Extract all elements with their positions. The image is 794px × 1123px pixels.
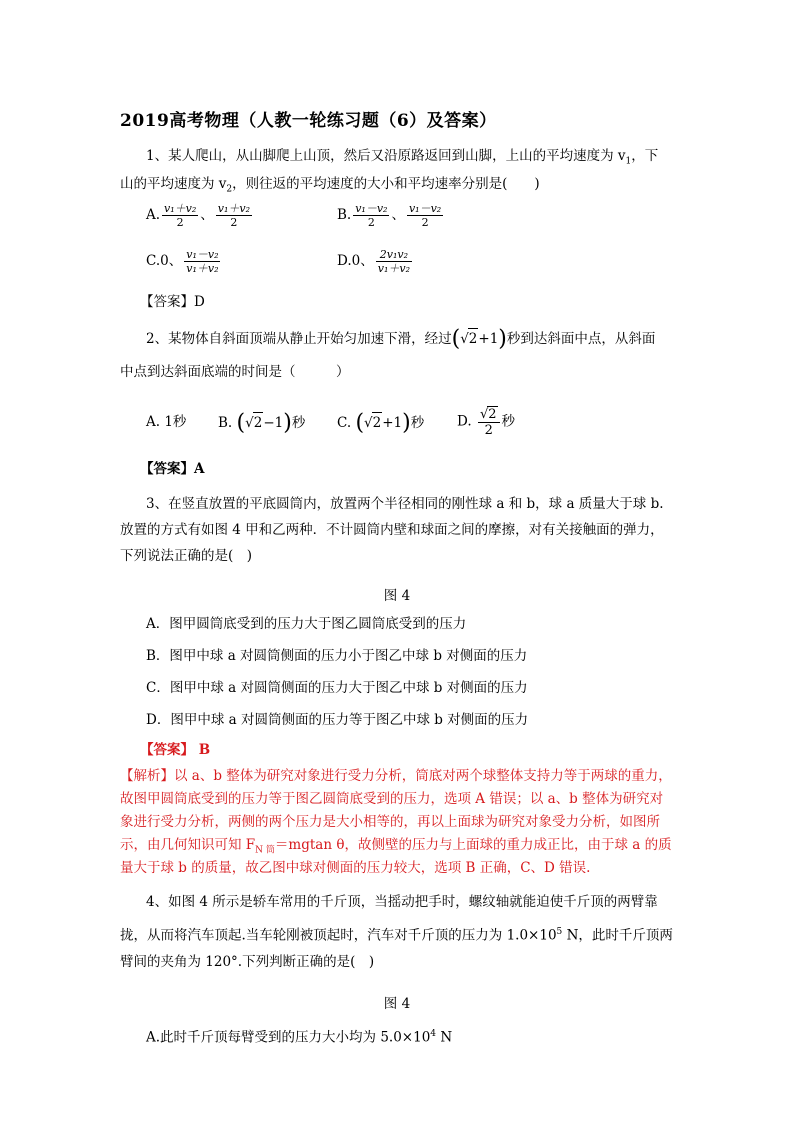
q2-option-b: B. (√2−1)秒 (218, 410, 306, 436)
q3-answer: 【答案】 B (140, 742, 211, 758)
q2-line1: 2、某物体自斜面顶端从静止开始匀加速下滑，经过(√2+1)秒到达斜面中点，从斜面 (146, 326, 656, 352)
q1-answer: 【答案】D (140, 294, 205, 310)
q1-option-b: B. $\frac{\text{v₁－v₂}}{2}$ 、 $\frac{\text{v₁－v₂}}{2}$ (337, 202, 442, 229)
q3-line1: 3、在竖直放置的平底圆筒内，放置两个半径相同的刚性球 a 和 b，球 a 质量大于球 b. (146, 496, 664, 512)
q1-option-c: C.0、 $\frac{\text{v₁－v₂}}{\text{v₁＋v₂}}$ (146, 248, 219, 275)
q4-line3: 臂间的夹角为 120°.下列判断正确的是( ) (120, 954, 375, 970)
q3-option-d: D．图甲中球 a 对圆筒侧面的压力等于图乙中球 b 对侧面的压力 (146, 712, 529, 728)
q1-option-a: A. $\frac{\text{v₁＋v₂}}{2}$ 、 $\frac{\text{v₁＋v₂}}{2}$ (146, 202, 251, 229)
q4-line2: 拢，从而将汽车顶起.当车轮刚被顶起时，汽车对千斤顶的压力为 $1.0\times 10^5$ N，此时千斤顶两 (120, 927, 673, 944)
q1-line2: 山的平均速度为 $v_2$，则往返的平均速度的大小和平均速率分别是( ) (120, 176, 540, 195)
q2-line2: 中点到达斜面底端的时间是（ ） (120, 364, 350, 380)
q3-explanation-line2: 故图甲圆筒底受到的压力等于图乙圆筒底受到的压力，选项 A 错误；以 a、b 整体为研究对 (120, 791, 664, 807)
q2-option-a: A. 1秒 (146, 414, 187, 430)
q3-figure-caption: 图 4 (383, 588, 411, 604)
q3-option-a: A．图甲圆筒底受到的压力大于图乙圆筒底受到的压力 (146, 616, 467, 632)
q1-option-d: D.0、 $\frac{\text{2v₁v₂}}{\text{v₁＋v₂}}$ (337, 248, 410, 275)
q2-option-d: D. $\frac{√2}{2}$ 秒 (457, 407, 516, 438)
q3-option-b: B．图甲中球 a 对圆筒侧面的压力小于图乙中球 b 对侧面的压力 (146, 648, 528, 664)
q3-explanation-line1: 【解析】以 a、b 整体为研究对象进行受力分析，筒底对两个球整体支持力等于两球的重力， (120, 768, 672, 784)
q3-explanation-line3: 象进行受力分析，两侧的两个压力是大小相等的，再以上面球为研究对象受力分析，如图所 (120, 814, 660, 830)
q2-answer: 【答案】A (140, 461, 205, 477)
q3-explanation-line5: 量大于球 b 的质量，故乙图中球对侧面的压力较大，选项 B 正确，C、D 错误. (120, 860, 591, 876)
q4-line1: 4、如图 4 所示是轿车常用的千斤顶，当摇动把手时，螺纹轴就能迫使千斤顶的两臂靠 (146, 894, 658, 910)
q3-explanation-line4: 示，由几何知识可知 $F_{N 筒}=mgtan$ θ，故侧壁的压力与上面球的重力成正比，由于球 a 的质 (120, 837, 672, 856)
q2-option-c: C. (√2+1)秒 (337, 410, 425, 436)
q3-line2: 放置的方式有如图 4 甲和乙两种．不计圆筒内壁和球面之间的摩擦，对有关接触面的弹力， (120, 522, 664, 538)
q4-option-a: A.此时千斤顶每臂受到的压力大小均为 $5.0\times 10^4$ N (146, 1029, 453, 1046)
q4-figure-caption: 图 4 (383, 996, 411, 1012)
q3-line3: 下列说法正确的是( ) (120, 548, 253, 564)
page-title: 2019高考物理（人教一轮练习题（6）及答案） (120, 111, 497, 131)
q3-option-c: C．图甲中球 a 对圆筒侧面的压力大于图乙中球 b 对侧面的压力 (146, 680, 528, 696)
q1-line1: 1、某人爬山，从山脚爬上山顶，然后又沿原路返回到山脚，上山的平均速度为 $v_1$，下 (146, 148, 659, 167)
